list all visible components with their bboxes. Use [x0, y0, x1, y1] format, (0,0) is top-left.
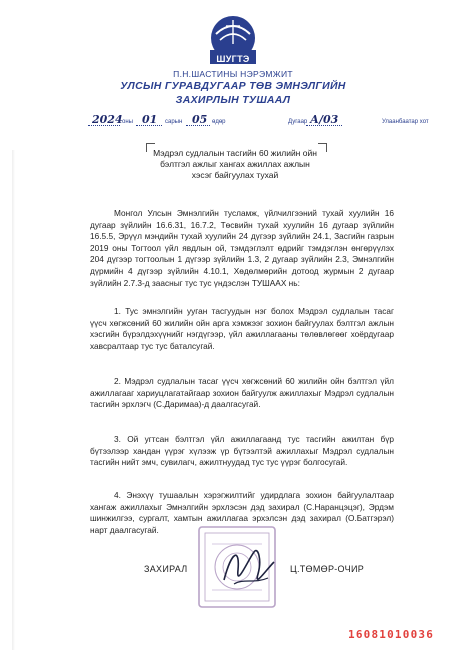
hospital-logo [202, 14, 264, 68]
day-suffix: өдөр [212, 119, 226, 125]
year-value: 2024 [92, 113, 123, 126]
order-item-4: 4. Энэхүү тушаалын хэрэгжилтийг удирдлага зохион байгуулалтаар хангаж ажиллахыг Эмнэлгийн эрхлэсэн дэд захирал (С.Наранцэцэг), Эрдэм шинжилгээ, сургалт, хамтын ажиллагаа эрхэлсэн дэд захирал (О.Батгэрэл) нарт даалгасугай. [90, 490, 394, 535]
year-suffix: оны [122, 119, 133, 125]
order-item-1: 1. Тус эмнэлгийн ууган тасгуудын нэг болох Мэдрэл судлалын тасаг үүсч хөгжсөний 60 жилийн ойн арга хэмжээг зохион байгуулах бэлтгэл ажлын хэсгийн бүрэлдэхүүнийг нэгдүгээр, үйл ажиллагааны төлөвлөгөөг хоёрдугаар хавсралтаар тус тус баталсугай. [90, 306, 394, 351]
day-value: 05 [192, 113, 208, 126]
director-signature [218, 540, 278, 596]
org-main-title: УЛСЫН ГУРАВДУГААР ТӨВ ЭМНЭЛГИЙН [120, 80, 346, 92]
city-label: Улаанбаатар хот [382, 119, 429, 125]
number-label: Дугаар [288, 119, 308, 125]
date-line [0, 113, 466, 129]
order-item-2: 2. Мэдрэл судлалын тасаг үүсч хөгжсөний 60 жилийн ойн бэлтгэл үйл ажиллагааг хариуцлагатайгаар зохион байгуулж ажиллахыг Мэдрэл судлалын тасгийн эрхлэгч (С.Даримаа)-д даалгасугай. [90, 376, 394, 410]
serial-number: 16081010036 [348, 628, 435, 641]
signer-title: ЗАХИРАЛ [144, 564, 188, 574]
signer-name: Ц.ТӨМӨР-ОЧИР [290, 564, 365, 574]
order-subject: Мэдрэл судлалын тасгийн 60 жилийн ойн бэлтгэл ажлыг хангах ажиллах ажлын хэсэг байгуулах тухай [153, 148, 317, 180]
month-value: 01 [142, 113, 158, 126]
intro-paragraph: Монгол Улсын Эмнэлгийн тусламж, үйлчилгээний тухай хуулийн 16 дугаар зүйлийн 16.6.31, 16.7.2, Төсвийн тухай хуулийн 16 дугаар зүйлийн 16.5.5, Эрүүл мэндийн тухай хуулийн 24 дүгээр зүйлийн 24.1, Засгийн газрын 2019 оны Тогтоол үйл явдлын ой, тэмдэглэлт өдрийг тэмдэглэн өнгөрүүлэх 204 дүгээр тогтоолын 1 дүгээр зүйлийн 1.3, 2 дугаар зүйлийн 2.3, Эмнэлгийн дүрмийн 4 дүгээр зүйлийн 4.10.1, Хөдөлмөрийн дотоод журмын 2 дугаар зүйлийн 2.7.3-д заасныг тус тус үндэслэн ТУШААХ нь: [90, 208, 394, 288]
logo-text: ШУГТЭ [216, 54, 250, 64]
org-sub-title: П.Н.ШАСТИНЫ НЭРЭМЖИТ [173, 69, 293, 79]
order-number: А/03 [310, 113, 339, 126]
month-suffix: сарын [165, 119, 183, 125]
document-type: ЗАХИРЛЫН ТУШААЛ [175, 94, 291, 106]
order-item-3: 3. Ой угтсан бэлтгэл үйл ажиллагаанд тус тасгийн ажилтан бүр бүтээлээр хандан үүрэг хүлээж үр бүтээлтэй ажиллахыг Мэдрэл судлалын тасгийн нийт эмч, сувилагч, ажилтнуудад тус тус үүрэг болгосугай. [90, 434, 394, 468]
page-edge-shadow [12, 150, 15, 650]
